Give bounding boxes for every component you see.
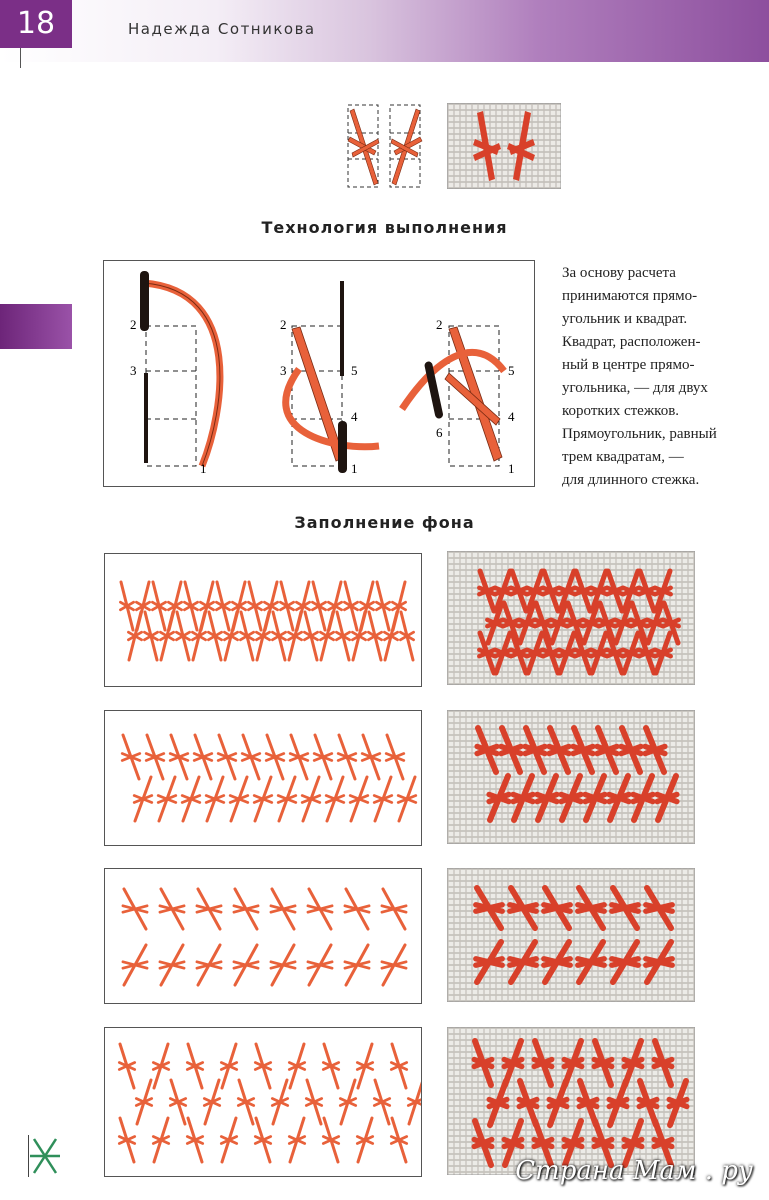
step2-label-2: 2 — [280, 317, 287, 332]
fill-diagram-1 — [104, 553, 422, 687]
fill-photo-3 — [447, 868, 695, 1002]
fill-diagram-2 — [104, 710, 422, 846]
author-name: Надежда Сотникова — [128, 20, 316, 38]
desc-line: За основу расчета — [562, 265, 676, 281]
technique-description — [562, 262, 762, 492]
fill-photo-4 — [447, 1027, 695, 1175]
header-bar — [0, 0, 769, 62]
desc-line: коротких стежков. — [562, 403, 680, 419]
desc-line: ный в центре прямо- — [562, 357, 695, 373]
step3-label-2: 2 — [436, 317, 443, 332]
step3-label-1: 1 — [508, 461, 515, 476]
star-logo-icon — [28, 1135, 62, 1177]
step2-label-1: 1 — [351, 461, 358, 476]
step1-label-2: 2 — [130, 317, 137, 332]
top-stitch-photo — [447, 103, 561, 189]
desc-line: угольник и квадрат. — [562, 311, 688, 327]
step3-label-6: 6 — [436, 425, 443, 440]
technique-heading: Технология выполнения — [261, 218, 508, 237]
step2-label-4: 4 — [351, 409, 358, 424]
step3-label-4: 4 — [508, 409, 515, 424]
step3-label-5: 5 — [508, 363, 515, 378]
step2-label-3: 3 — [280, 363, 287, 378]
fill-heading: Заполнение фона — [294, 513, 475, 532]
fill-photo-1 — [447, 551, 695, 685]
fill-photo-2 — [447, 710, 695, 844]
site-watermark: Страна Мам . ру — [515, 1156, 753, 1186]
page-number: 18 — [0, 0, 72, 48]
desc-line: угольника, — для двух — [562, 380, 708, 396]
step2-label-5: 5 — [351, 363, 358, 378]
side-tab — [0, 304, 72, 349]
desc-line: Квадрат, расположен- — [562, 334, 701, 350]
fill-diagram-3 — [104, 868, 422, 1004]
step1-label-1: 1 — [200, 461, 207, 476]
fill-diagram-4 — [104, 1027, 422, 1177]
technique-diagram — [103, 260, 535, 487]
desc-line: трем квадратам, — — [562, 449, 684, 465]
header-tick — [20, 48, 21, 68]
top-stitch-diagram — [344, 103, 424, 189]
desc-line: принимаются прямо- — [562, 288, 698, 304]
desc-line: для длинного стежка. — [562, 472, 700, 488]
desc-line: Прямоугольник, равный — [562, 426, 717, 442]
step1-label-3: 3 — [130, 363, 137, 378]
